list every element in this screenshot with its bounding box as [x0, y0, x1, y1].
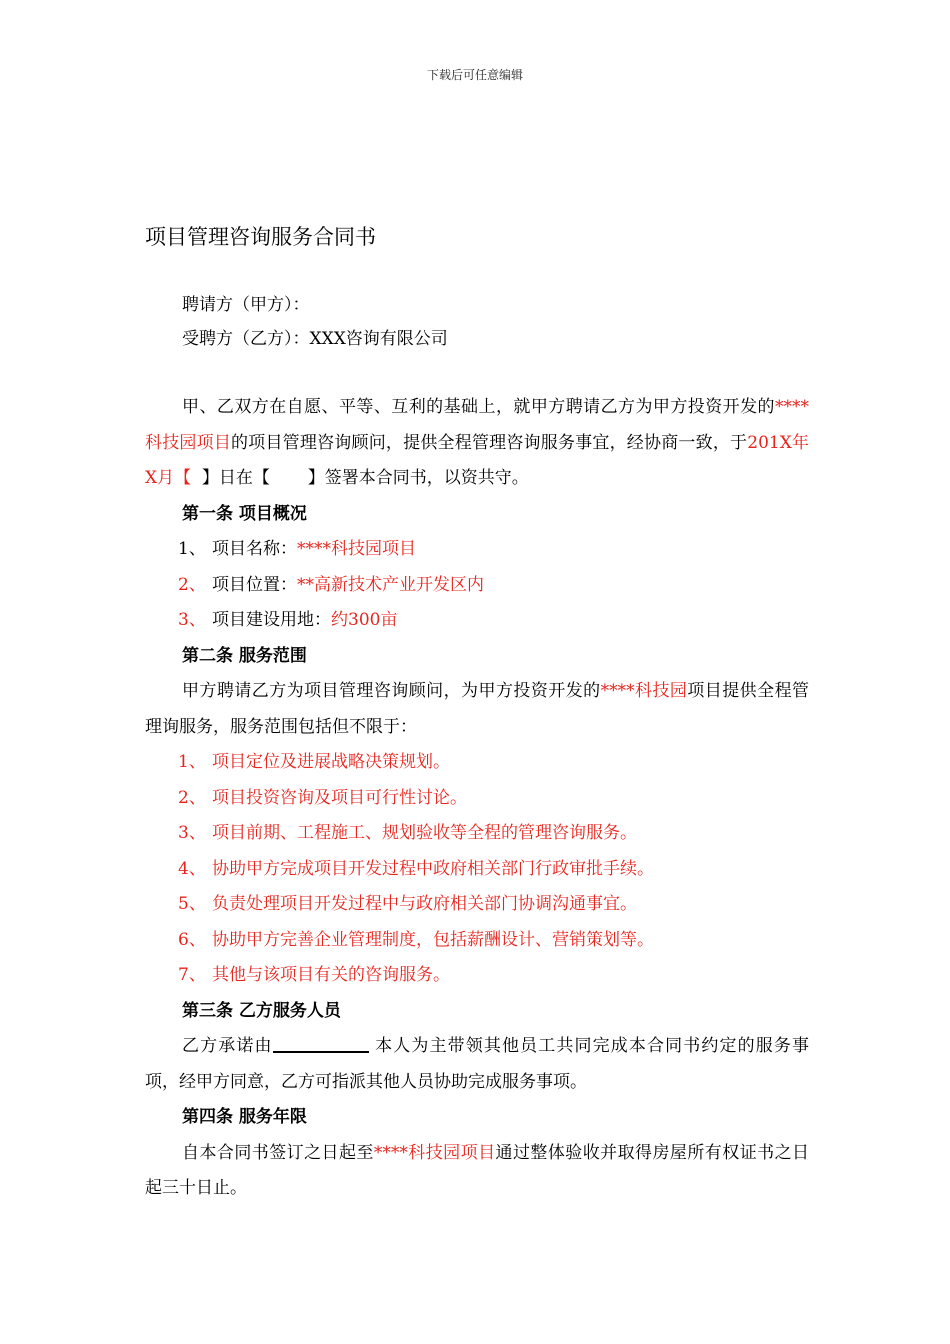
article-2-text-1: 甲方聘请乙方为项目管理咨询顾问，为甲方投资开发的	[182, 681, 601, 701]
item-text: 项目定位及进展战略决策规划。	[212, 752, 450, 772]
article-3-heading: 第三条 乙方服务人员	[182, 1000, 341, 1021]
contract-document	[145, 222, 809, 1207]
party-a-line: 聘请方（甲方）：	[182, 295, 310, 315]
item-number: 2、	[178, 574, 206, 595]
item-number: 7、	[178, 965, 206, 985]
item-label: 项目名称：	[212, 539, 297, 559]
item-text: 其他与该项目有关的咨询服务。	[212, 965, 450, 985]
item-number: 3、	[178, 823, 206, 843]
article-4-paragraph	[145, 1136, 809, 1207]
item-value: **高新技术产业开发区内	[297, 574, 484, 595]
party-b-line: 受聘方（乙方）：XXX咨询有限公司	[182, 329, 448, 349]
item-number: 5、	[178, 894, 206, 914]
scope-item	[178, 745, 809, 781]
item-value: 约300亩	[331, 610, 398, 630]
article-3-text-1: 乙方承诺由	[182, 1036, 273, 1056]
header-note: 下载后可任意编辑	[426, 68, 523, 82]
item-number: 1、	[178, 539, 206, 559]
article-4-text-1: 自本合同书签订之日起至	[182, 1142, 374, 1163]
intro-date: 201X年X月【	[145, 432, 810, 488]
scope-item	[178, 958, 809, 994]
intro-text-1: 甲、乙双方在自愿、平等、互利的基础上，就甲方聘请乙方为甲方投资开发的	[182, 397, 775, 417]
item-number: 4、	[178, 858, 206, 879]
intro-project-name: ****科技园项目	[145, 397, 809, 453]
scope-item	[178, 923, 809, 959]
article-1-item	[178, 568, 809, 604]
item-label: 项目建设用地：	[212, 610, 331, 630]
intro-text-2: 的项目管理咨询顾问，提供全程管理咨询服务事宜，经协商一致，于	[231, 432, 748, 453]
item-label: 项目位置：	[212, 574, 297, 595]
document-title: 项目管理咨询服务合同书	[145, 225, 376, 249]
intro-text-4: 】签署本合同书，以资共守。	[269, 468, 529, 488]
item-text: 项目前期、工程施工、规划验收等全程的管理咨询服务。	[212, 823, 637, 843]
item-number: 2、	[178, 787, 206, 808]
article-1-item	[178, 532, 809, 568]
article-1-heading: 第一条 项目概况	[182, 503, 307, 524]
item-number: 6、	[178, 929, 206, 950]
article-3-paragraph	[145, 1029, 809, 1100]
scope-item	[178, 816, 809, 852]
article-1-item	[178, 603, 809, 639]
intro-paragraph	[145, 390, 809, 497]
item-text: 协助甲方完成项目开发过程中政府相关部门行政审批手续。	[212, 858, 654, 879]
item-text: 协助甲方完善企业管理制度，包括薪酬设计、营销策划等。	[212, 929, 654, 950]
scope-item	[178, 852, 809, 888]
item-number: 1、	[178, 752, 206, 772]
article-4-heading: 第四条 服务年限	[182, 1107, 307, 1127]
article-2-project-name: ****科技园	[600, 681, 688, 701]
item-text: 项目投资咨询及项目可行性讨论。	[212, 787, 467, 808]
article-2-text-2: 项目提供全程管理询服务，服务范围包括但不限于：	[145, 681, 810, 737]
article-3-text-2: 本人为主带领其他员工共同完成本合同书约定的服务事项，经甲方同意，乙方可指派其他人员协助完成服务事项。	[145, 1036, 810, 1092]
scope-item	[178, 887, 809, 923]
scope-item	[178, 781, 809, 817]
name-blank-line	[273, 1035, 369, 1053]
article-2-heading: 第二条 服务范围	[182, 645, 307, 666]
intro-text-3: 】日在【	[191, 468, 270, 488]
article-2-paragraph	[145, 674, 809, 745]
item-value: ****科技园项目	[297, 539, 416, 559]
article-4-text-2: 通过整体验收并取得房屋所有权证书之日起三十日止。	[145, 1142, 810, 1198]
item-number: 3、	[178, 610, 206, 630]
article-4-project-name: ****科技园项目	[373, 1142, 496, 1163]
item-text: 负责处理项目开发过程中与政府相关部门协调沟通事宜。	[212, 894, 637, 914]
